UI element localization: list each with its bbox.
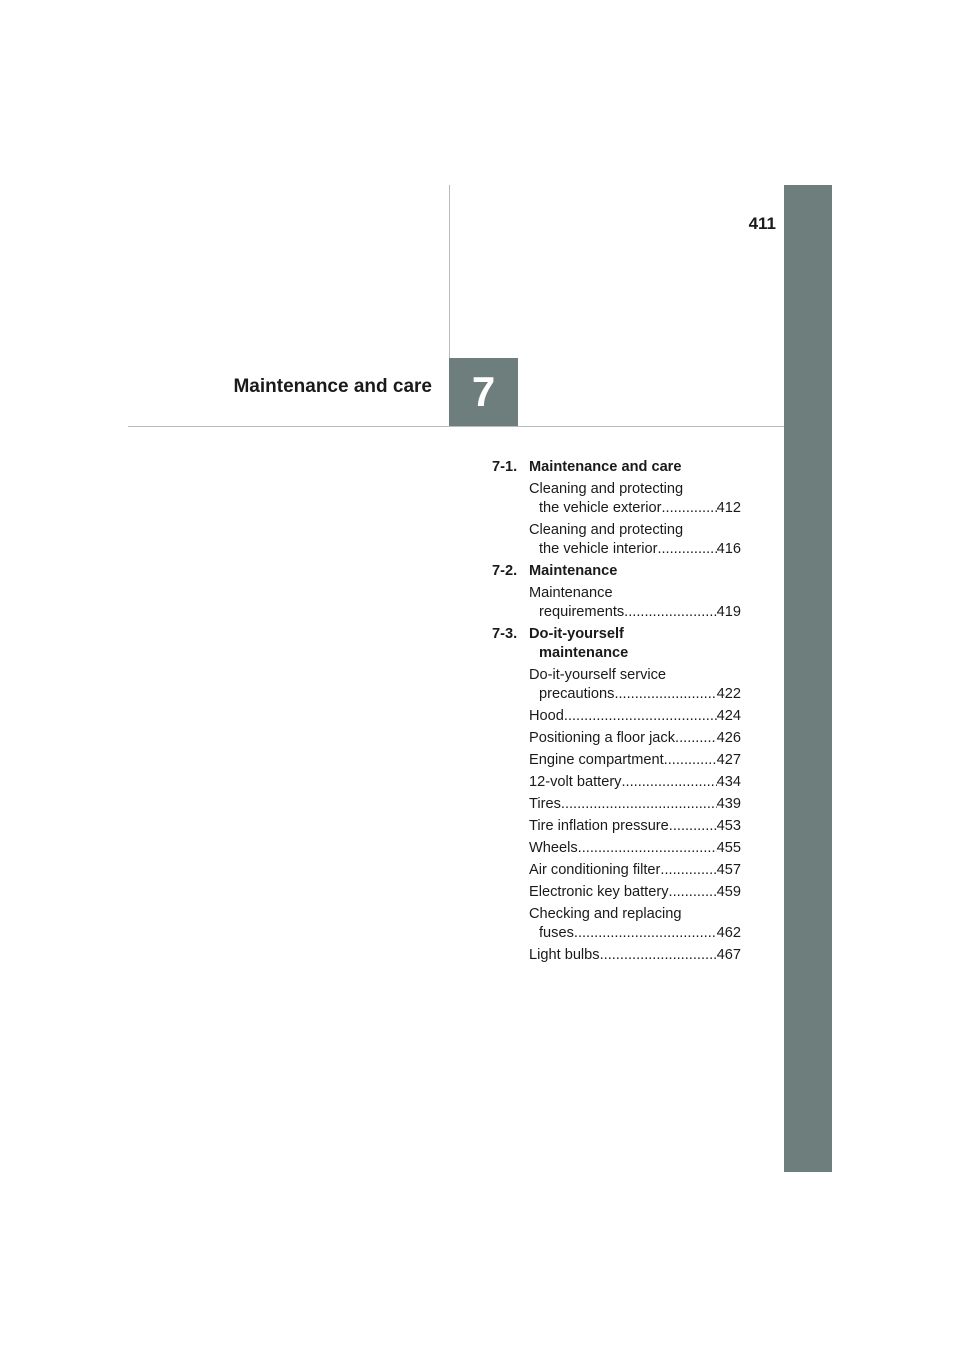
toc-entry[interactable] bbox=[529, 795, 741, 814]
toc-entry[interactable] bbox=[529, 751, 741, 770]
toc-entry[interactable] bbox=[529, 905, 741, 943]
entry-line bbox=[529, 499, 741, 518]
section-entries bbox=[529, 584, 741, 622]
entry-text: Engine compartment bbox=[529, 752, 664, 768]
dot-leader bbox=[675, 729, 717, 748]
entry-text: the vehicle exterior bbox=[539, 500, 662, 516]
entry-line bbox=[529, 861, 741, 880]
toc-section bbox=[492, 458, 741, 559]
chapter-title: Maintenance and care bbox=[233, 376, 432, 397]
section-number: 7-3. bbox=[492, 626, 518, 642]
toc-entry[interactable] bbox=[529, 480, 741, 518]
toc-entry[interactable] bbox=[529, 707, 741, 726]
entry-line bbox=[529, 707, 741, 726]
chapter-number: 7 bbox=[471, 368, 496, 415]
dot-leader bbox=[624, 603, 716, 622]
entry-line bbox=[529, 685, 741, 704]
vertical-rule bbox=[449, 185, 450, 358]
section-title-line: Maintenance and care bbox=[529, 459, 682, 475]
entry-page: 427 bbox=[716, 752, 741, 768]
toc-entry[interactable] bbox=[529, 817, 741, 836]
entry-page: 434 bbox=[716, 774, 741, 790]
section-title bbox=[529, 625, 741, 663]
entry-text: Air conditioning filter bbox=[529, 862, 661, 878]
entry-line bbox=[529, 584, 741, 603]
entry-line bbox=[529, 666, 741, 685]
entry-line bbox=[529, 817, 741, 836]
entry-page: 453 bbox=[716, 818, 741, 834]
entry-page: 426 bbox=[716, 730, 741, 746]
entry-page: 416 bbox=[716, 541, 741, 557]
section-entries bbox=[529, 666, 741, 965]
section-entries bbox=[529, 480, 741, 559]
entry-line bbox=[529, 480, 741, 499]
section-number: 7-1. bbox=[492, 459, 518, 475]
toc-entry[interactable] bbox=[529, 584, 741, 622]
dot-leader bbox=[614, 685, 716, 704]
dot-leader bbox=[669, 817, 717, 836]
horizontal-rule bbox=[128, 426, 784, 427]
toc-section bbox=[492, 625, 741, 965]
page-number: 411 bbox=[748, 214, 776, 233]
entry-page: 422 bbox=[716, 686, 741, 702]
entry-page: 462 bbox=[716, 925, 741, 941]
entry-text: Tires bbox=[529, 796, 561, 812]
entry-text: Hood bbox=[529, 708, 564, 724]
entry-line bbox=[529, 946, 741, 965]
table-of-contents bbox=[492, 458, 741, 968]
entry-line bbox=[529, 795, 741, 814]
dot-leader bbox=[564, 707, 717, 726]
entry-page: 424 bbox=[716, 708, 741, 724]
section-title bbox=[529, 562, 741, 581]
entry-text: Electronic key battery bbox=[529, 884, 669, 900]
entry-line bbox=[529, 540, 741, 559]
toc-entry[interactable] bbox=[529, 729, 741, 748]
entry-line bbox=[529, 603, 741, 622]
dot-leader bbox=[578, 839, 717, 858]
entry-page: 457 bbox=[716, 862, 741, 878]
toc-entry[interactable] bbox=[529, 861, 741, 880]
entry-text: fuses bbox=[539, 925, 574, 941]
chapter-side-tab bbox=[784, 185, 832, 1172]
toc-entry[interactable] bbox=[529, 883, 741, 902]
dot-leader bbox=[660, 861, 716, 880]
toc-entry[interactable] bbox=[529, 839, 741, 858]
dot-leader bbox=[657, 540, 716, 559]
dot-leader bbox=[669, 883, 717, 902]
section-heading bbox=[492, 458, 741, 477]
section-heading bbox=[492, 562, 741, 581]
entry-line bbox=[529, 729, 741, 748]
entry-line bbox=[529, 751, 741, 770]
dot-leader bbox=[664, 751, 717, 770]
section-title bbox=[529, 458, 741, 477]
toc-entry[interactable] bbox=[529, 946, 741, 965]
section-title-line: maintenance bbox=[539, 645, 629, 661]
toc-section bbox=[492, 562, 741, 622]
toc-entry[interactable] bbox=[529, 773, 741, 792]
chapter-number-box bbox=[449, 358, 518, 426]
entry-page: 467 bbox=[716, 947, 741, 963]
entry-page: 455 bbox=[716, 840, 741, 856]
entry-text: precautions bbox=[539, 686, 615, 702]
toc-entry[interactable] bbox=[529, 666, 741, 704]
dot-leader bbox=[561, 795, 717, 814]
entry-page: 459 bbox=[716, 884, 741, 900]
section-title-line: Maintenance bbox=[529, 563, 618, 579]
entry-line bbox=[529, 521, 741, 540]
dot-leader bbox=[662, 499, 717, 518]
entry-text: Positioning a floor jack bbox=[529, 730, 676, 746]
entry-page: 419 bbox=[716, 604, 741, 620]
entry-text: Maintenance bbox=[529, 585, 613, 601]
entry-line bbox=[529, 883, 741, 902]
entry-text: Light bulbs bbox=[529, 947, 600, 963]
entry-text: the vehicle interior bbox=[539, 541, 658, 557]
dot-leader bbox=[621, 773, 716, 792]
entry-text: Tire inflation pressure bbox=[529, 818, 669, 834]
section-heading bbox=[492, 625, 741, 663]
section-title-line: Do-it-yourself bbox=[529, 626, 624, 642]
entry-text: Cleaning and protecting bbox=[529, 522, 684, 538]
entry-text: Cleaning and protecting bbox=[529, 481, 684, 497]
entry-line bbox=[529, 924, 741, 943]
entry-page: 439 bbox=[716, 796, 741, 812]
entry-line bbox=[529, 905, 741, 924]
toc-entry[interactable] bbox=[529, 521, 741, 559]
dot-leader bbox=[600, 946, 717, 965]
entry-text: Wheels bbox=[529, 840, 578, 856]
entry-text: requirements bbox=[539, 604, 625, 620]
entry-page: 412 bbox=[716, 500, 741, 516]
entry-text: Checking and replacing bbox=[529, 906, 682, 922]
entry-line bbox=[529, 773, 741, 792]
section-number: 7-2. bbox=[492, 563, 518, 579]
dot-leader bbox=[574, 924, 717, 943]
entry-line bbox=[529, 839, 741, 858]
entry-text: Do-it-yourself service bbox=[529, 667, 667, 683]
entry-text: 12-volt battery bbox=[529, 774, 622, 790]
